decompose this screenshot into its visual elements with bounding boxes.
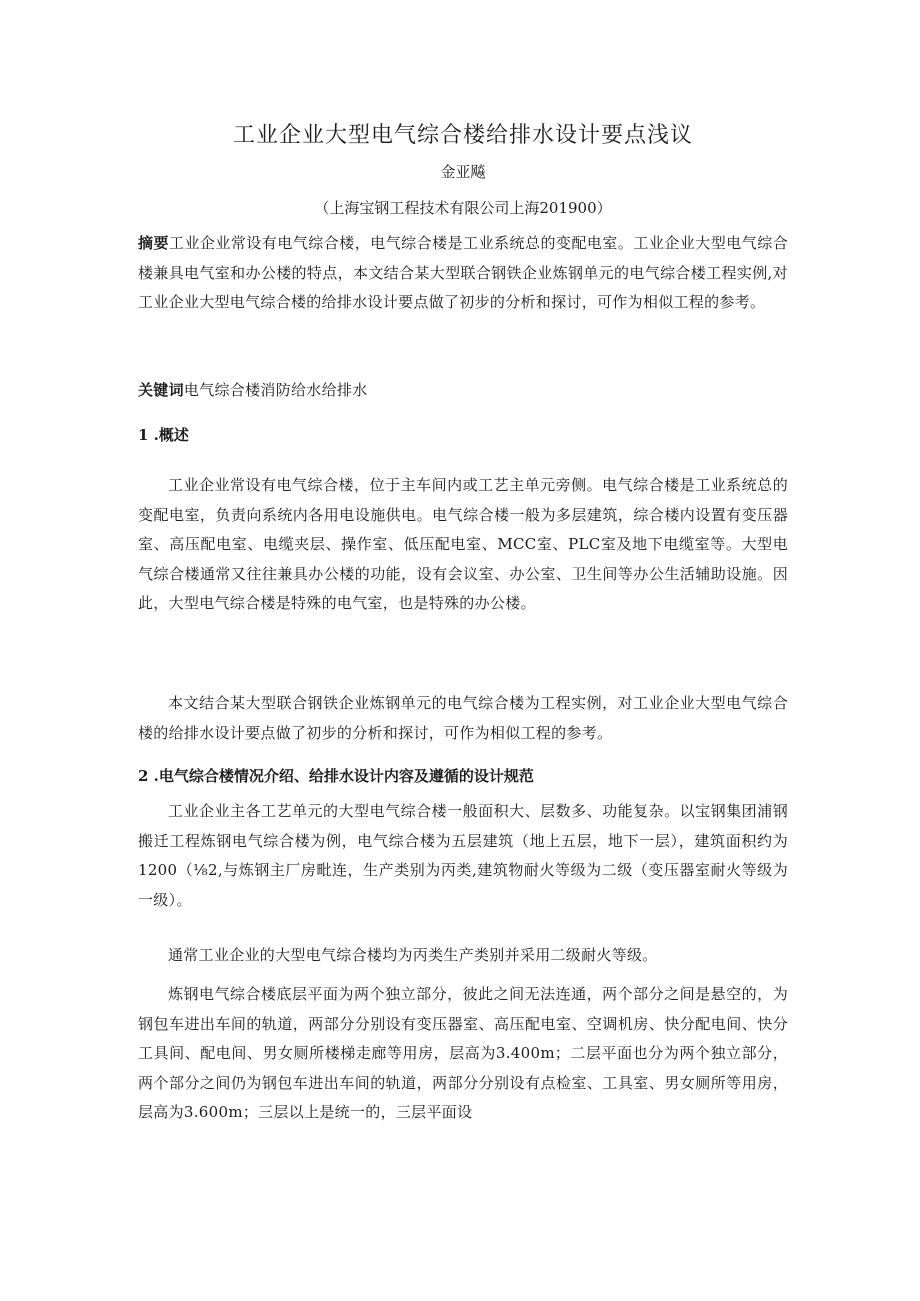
author-name: 金亚飚 xyxy=(440,163,486,181)
section-2-paragraph-1: 工业企业主各工艺单元的大型电气综合楼一般面积大、层数多、功能复杂。以宝钢集团浦钢搬迁工程炼钢电气综合楼为例，电气综合楼为五层建筑（地上五层，地下一层），建筑面积约为1200（⅛2,与炼钢主厂房毗连，生产类别为丙类,建筑物耐火等级为二级（变压器室耐火等级为一级）。 xyxy=(138,802,788,909)
section-1-paragraph-2: 本文结合某大型联合钢铁企业炼钢单元的电气综合楼为工程实例，对工业企业大型电气综合楼的给排水设计要点做了初步的分析和探讨，可作为相似工程的参考。 xyxy=(138,694,788,742)
author-affiliation: （上海宝钢工程技术有限公司上海201900） xyxy=(314,199,612,217)
section-heading-1: 1 .概述 xyxy=(138,426,189,444)
abstract-paragraph xyxy=(138,229,788,318)
section-2-paragraph-2: 通常工业企业的大型电气综合楼均为丙类生产类别并采用二级耐火等级。 xyxy=(168,946,658,964)
section-heading-2: 2 .电气综合楼情况介绍、给排水设计内容及遵循的设计规范 xyxy=(138,767,534,785)
paper-title: 工业企业大型电气综合楼给排水设计要点浅议 xyxy=(232,123,693,148)
keywords-line xyxy=(138,376,788,406)
keywords-label: 关键词 xyxy=(138,381,184,399)
abstract-label: 摘要 xyxy=(138,234,169,252)
section-1-paragraph-1: 工业企业常设有电气综合楼，位于主车间内或工艺主单元旁侧。电气综合楼是工业系统总的变配电室，负责向系统内各用电设施供电。电气综合楼一般为多层建筑，综合楼内设置有变压器室、高压配电室、电缆夹层、操作室、低压配电室、MCC室、PLC室及地下电缆室等。大型电气综合楼通常又往往兼具办公楼的功能，设有会议室、办公室、卫生间等办公生活辅助设施。因此，大型电气综合楼是特殊的电气室，也是特殊的办公楼。 xyxy=(138,476,788,612)
abstract-text: 工业企业常设有电气综合楼，电气综合楼是工业系统总的变配电室。工业企业大型电气综合楼兼具电气室和办公楼的特点，本文结合某大型联合钢铁企业炼钢单元的电气综合楼工程实例,对工业企业大型电气综合楼的给排水设计要点做了初步的分析和探讨，可作为相似工程的参考。 xyxy=(138,234,788,311)
keywords-text: 电气综合楼消防给水给排水 xyxy=(183,381,368,399)
section-2-paragraph-3: 炼钢电气综合楼底层平面为两个独立部分，彼此之间无法连通，两个部分之间是悬空的，为钢包车进出车间的轨道，两部分分别设有变压器室、高压配电室、空调机房、快分配电间、快分工具间、配电间、男女厕所楼梯走廊等用房，层高为3.400m；二层平面也分为两个独立部分，两个部分之间仍为钢包车进出车间的轨道，两部分分别设有点检室、工具室、男女厕所等用房，层高为3.600m；三层以上是统一的，三层平面设 xyxy=(138,985,788,1121)
